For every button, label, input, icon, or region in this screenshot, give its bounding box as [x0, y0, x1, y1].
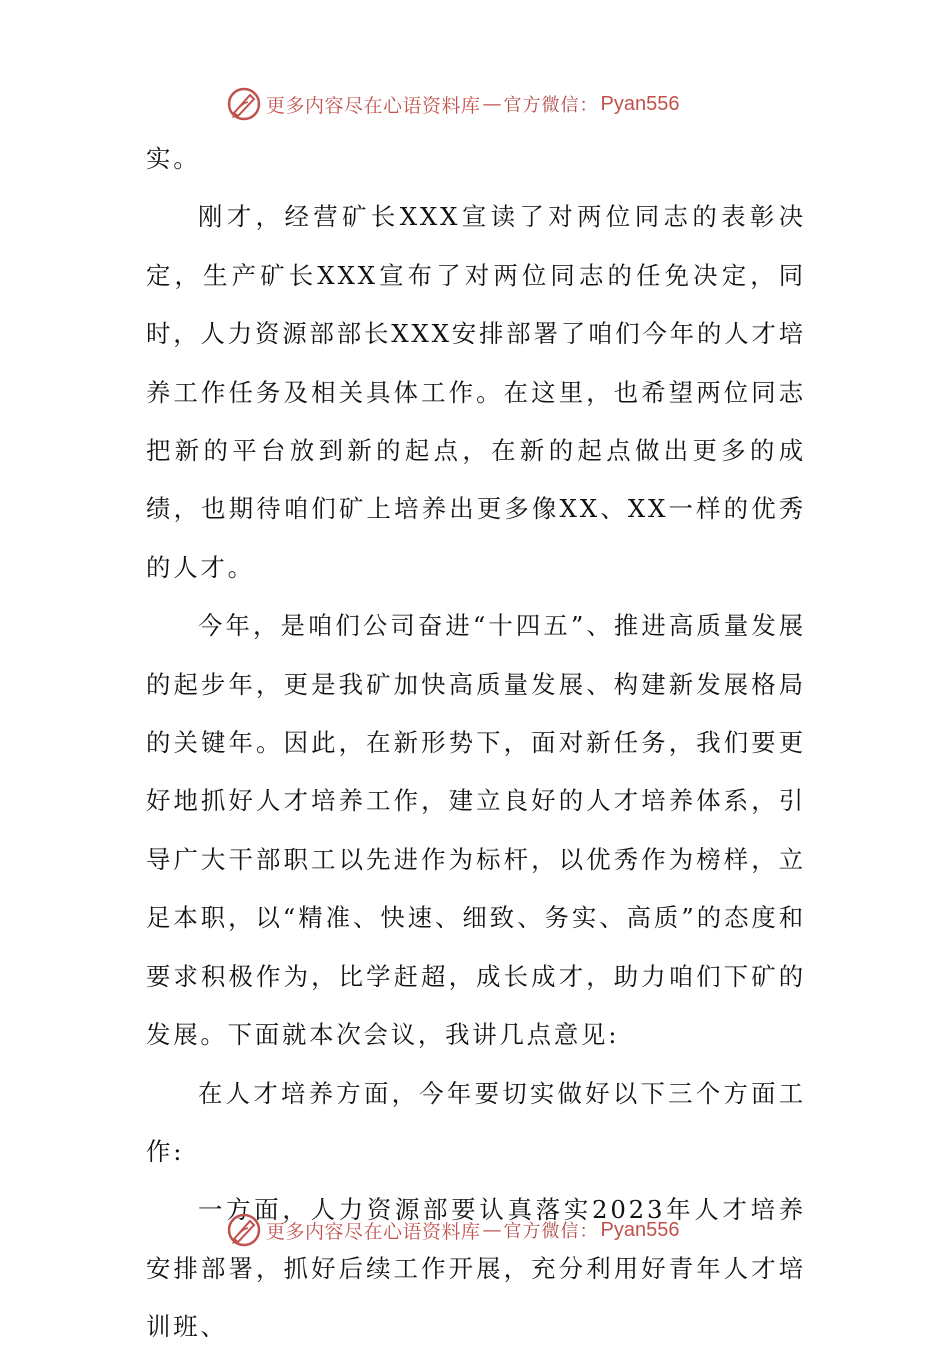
watermark-wechat-id: Pyan556 [600, 92, 680, 115]
watermark-site-text: 更多内容尽在心语资料库 [266, 1220, 481, 1243]
paragraph: 在人才培养方面，今年要切实做好以下三个方面工作: [146, 1078, 806, 1166]
footer-watermark [226, 1210, 746, 1250]
paragraph-continuation: 实。 [146, 144, 201, 173]
pen-circle-logo-icon [226, 1212, 262, 1248]
watermark-separator: — [482, 93, 502, 115]
document-body [146, 130, 806, 1357]
watermark-separator: — [482, 1219, 502, 1241]
paragraph: 刚才，经营矿长XXX宣读了对两位同志的表彰决定，生产矿长XXX宣布了对两位同志的任免决定，同时，人力资源部部长XXX安排部署了咱们今年的人才培养工作任务及相关具体工作。在这里，也希望两位同志把新的平台放到新的起点，在新的起点做出更多的成绩，也期待咱们矿上培养出更多像XX、XX一样的优秀的人才。 [146, 202, 806, 582]
watermark-label: 官方微信： [503, 1221, 599, 1242]
watermark-site-text: 更多内容尽在心语资料库 [266, 94, 481, 117]
paragraph: 今年，是咱们公司奋进“十四五”、推进高质量发展的起步年，更是我矿加快高质量发展、构建新发展格局的关键年。因此，在新形势下，面对新任务，我们要更好地抓好人才培养工作，建立良好的人才培养体系，引导广大干部职工以先进作为标杆，以优秀作为榜样，立足本职，以“精准、快速、细致、务实、高质”的态度和要求积极作为，比学赶超，成长成才，助力咱们下矿的发展。下面就本次会议，我讲几点意见: [146, 611, 806, 1050]
header-watermark [226, 84, 746, 124]
watermark-wechat-id: Pyan556 [600, 1218, 680, 1241]
watermark-label: 官方微信： [503, 95, 599, 116]
paragraph: 一方面，人力资源部要认真落实2023年人才培养安排部署，抓好后续工作开展，充分利用好青年人才培训班、 [146, 1195, 806, 1342]
pen-circle-logo-icon [226, 86, 262, 122]
